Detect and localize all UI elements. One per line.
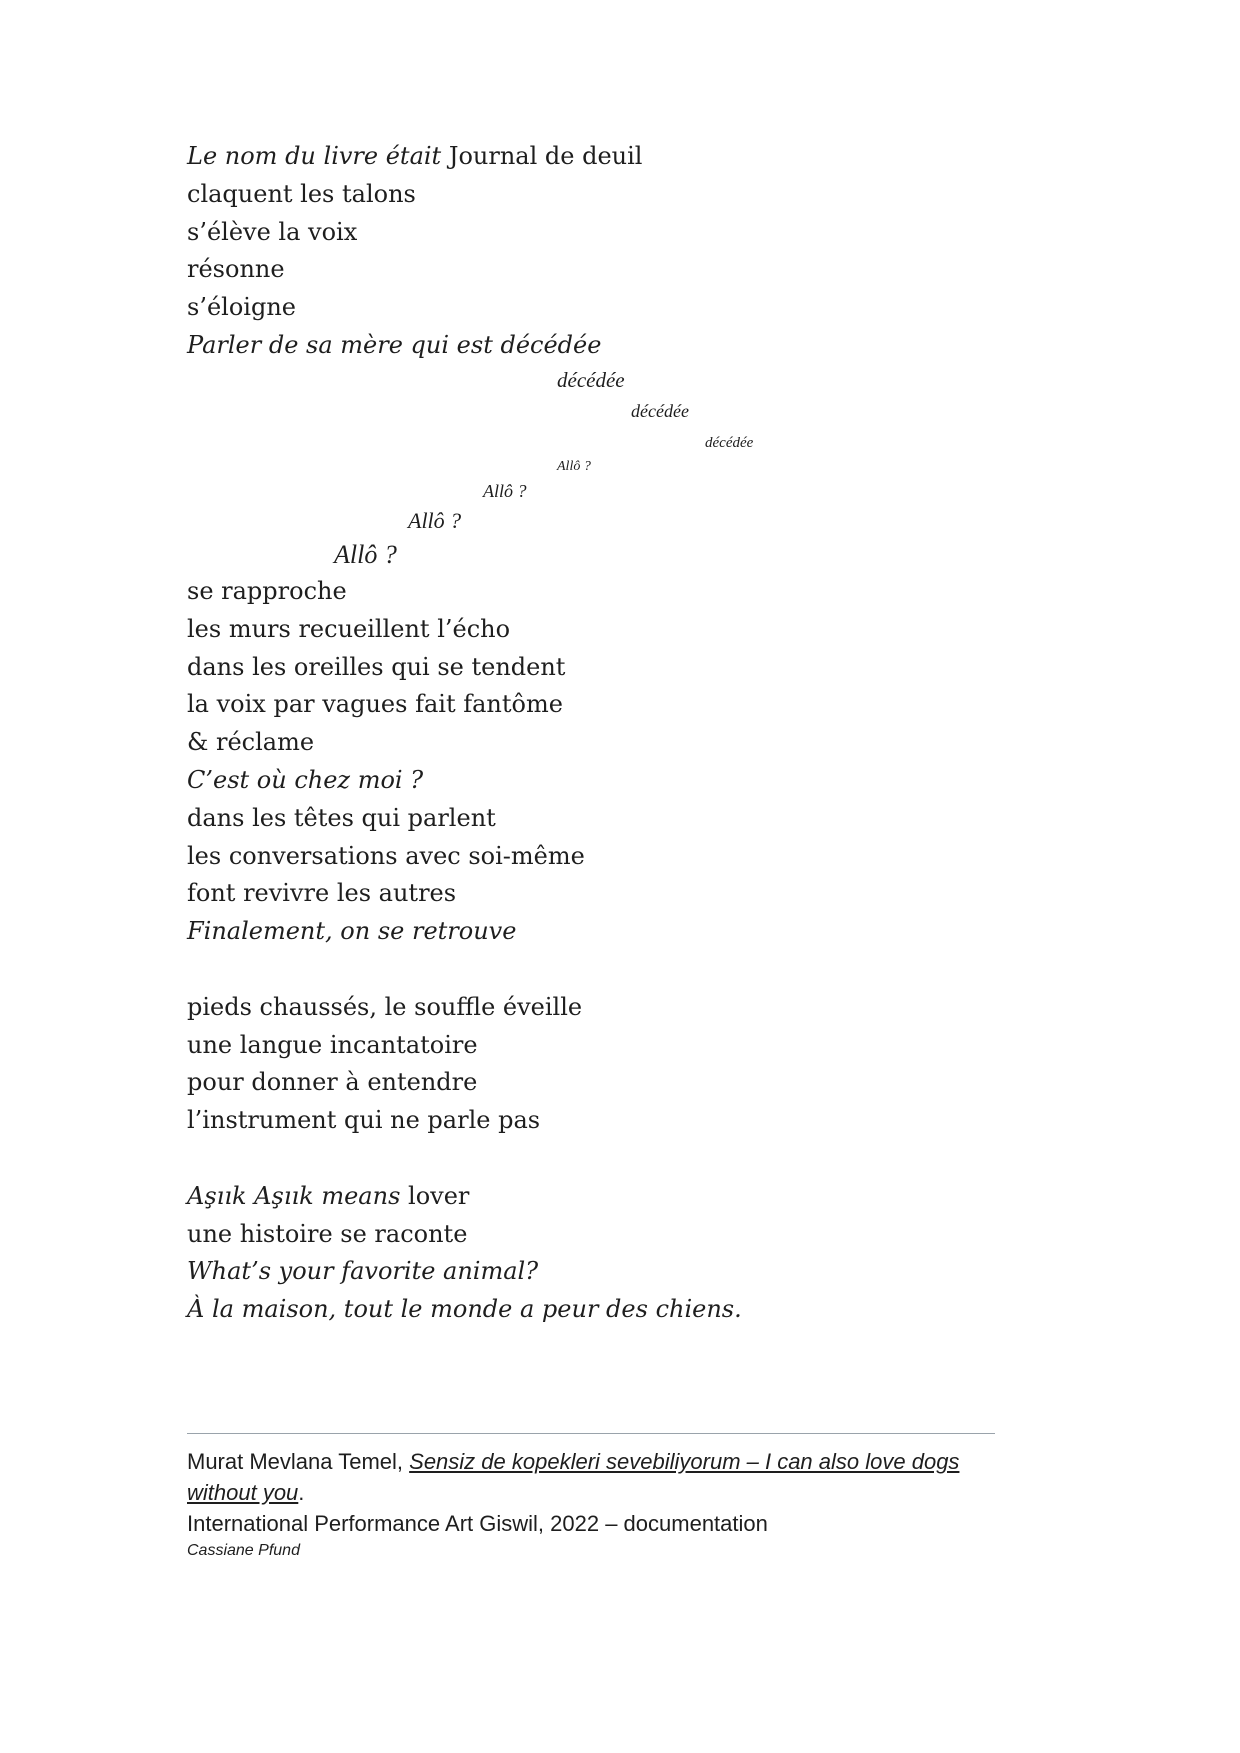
poem-line: font revivre les autres xyxy=(187,879,457,908)
book-title: Journal de deuil xyxy=(441,142,643,170)
echo-allo-large: Allô ? xyxy=(334,540,397,569)
poem-line: C’est où chez moi ? xyxy=(187,765,424,794)
poem-line: s’élève la voix xyxy=(187,217,358,246)
caption-artist: Murat Mevlana Temel, xyxy=(187,1449,410,1474)
echo-decedee-medium: décédée xyxy=(631,401,689,421)
poem-line: What’s your favorite animal? xyxy=(187,1257,539,1286)
poem-line: se rapproche xyxy=(187,577,347,605)
poem-line: dans les têtes qui parlent xyxy=(187,803,496,832)
caption-work-title: Sensiz de kopekleri sevebiliyorum – I can also love dogs without you xyxy=(187,1449,960,1505)
poem-continuation xyxy=(187,573,1087,1329)
poem-line: Parler de sa mère qui est décédée xyxy=(187,330,602,359)
poem-line: & réclame xyxy=(187,728,315,757)
poem xyxy=(187,138,1087,365)
poem-line: les murs recueillent l’écho xyxy=(187,614,511,643)
echo-allo-small: Allô ? xyxy=(483,481,527,501)
poem-line: une histoire se raconte xyxy=(187,1219,468,1248)
echo-allo-medium: Allô ? xyxy=(408,508,462,533)
poem-line: s’éloigne xyxy=(187,293,296,322)
poem-line: les conversations avec soi-même xyxy=(187,841,585,870)
poem-line: pour donner à entendre xyxy=(187,1068,478,1097)
echo-decedee-small: décédée xyxy=(705,435,754,451)
turkish-word-phrase: Aşıık Aşıık means xyxy=(187,1181,401,1210)
echo-allo-smallest: Allô ? xyxy=(557,459,591,474)
translation-word: lover xyxy=(400,1181,470,1210)
poem-line: résonne xyxy=(187,255,285,284)
poem-line: dans les oreilles qui se tendent xyxy=(187,652,566,681)
poem-line xyxy=(187,138,1087,176)
image-caption xyxy=(187,1446,1027,1563)
poem-line: une langue incantatoire xyxy=(187,1030,478,1059)
caption-event: International Performance Art Giswil, 2022 – documentation xyxy=(187,1511,768,1536)
poem-line: claquent les talons xyxy=(187,179,416,208)
stanza-gap xyxy=(187,1140,1087,1178)
poem-line: Finalement, on se retrouve xyxy=(187,917,517,946)
book-name-intro: Le nom du livre était xyxy=(187,142,442,170)
caption-period: . xyxy=(298,1480,305,1505)
poem-line: À la maison, tout le monde a peur des chiens. xyxy=(187,1295,742,1324)
poem-line: l’instrument qui ne parle pas xyxy=(187,1106,541,1135)
photo-credit: Cassiane Pfund xyxy=(187,1542,300,1559)
poem-line: pieds chaussés, le souffle éveille xyxy=(187,992,583,1021)
stanza-gap xyxy=(187,951,1087,989)
poem-line xyxy=(187,1178,1087,1216)
echo-decedee-large: décédée xyxy=(557,368,625,392)
caption-divider xyxy=(187,1433,995,1434)
poem-line: la voix par vagues fait fantôme xyxy=(187,690,563,719)
